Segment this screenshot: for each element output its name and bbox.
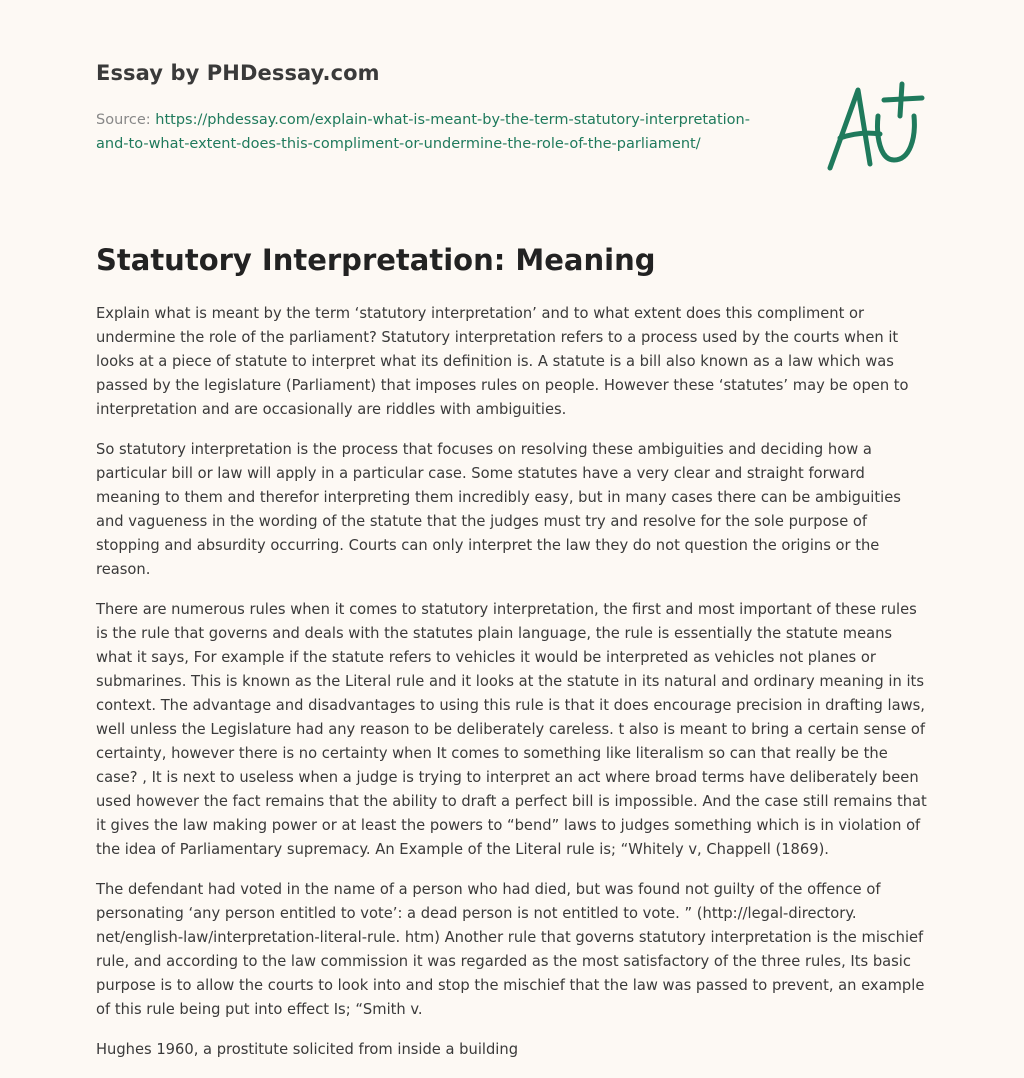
essay-paragraph: So statutory interpretation is the process that focuses on resolving these ambiguities and deciding how a particular bill or law will apply in a particular case. Some statutes have a very clear and straight forward meaning to them and therefor interpreting them incredibly easy, but in many cases there can be ambiguities and vagueness in the wording of the statute that the judges must try and resolve for the sole purpose of stopping and absurdity occurring. Courts can only interpret the law they do not question the origins or the reason. (96, 441, 901, 578)
source-line (96, 108, 776, 156)
essay-body (96, 302, 932, 1078)
site-title: Essay by PHDessay.com (96, 61, 380, 85)
source-link[interactable]: https://phdessay.com/explain-what-is-meant-by-the-term-statutory-interpretation-and-to-what-extent-does-this-compliment-or-undermine-the-role-of-the-parliament/ (96, 112, 750, 152)
essay-paragraph: Hughes 1960, a prostitute solicited from inside a building (96, 1041, 519, 1058)
essay-paragraph: Explain what is meant by the term ‘statutory interpretation’ and to what extent does this compliment or undermine the role of the parliament? Statutory interpretation refers to a process used by the courts when it looks at a piece of statute to interpret what its definition is. A statute is a bill also known as a law which was passed by the legislature (Parliament) that imposes rules on people. However these ‘statutes’ may be open to interpretation and are occasionally are riddles with ambiguities. (96, 305, 909, 418)
essay-title: Statutory Interpretation: Meaning (96, 243, 656, 277)
essay-paragraph: There are numerous rules when it comes to statutory interpretation, the first and most important of these rules is the rule that governs and deals with the statutes plain language, the rule is essentially the statute means what it says, For example if the statute refers to vehicles it would be interpreted as vehicles not planes or submarines. This is known as the Literal rule and it looks at the statute in its natural and ordinary meaning in its context. The advantage and disadvantages to using this rule is that it does encourage precision in drafting laws, well unless the Legislature had any reason to be deliberately careless. t also is meant to bring a certain sense of certainty, however there is no certainty when It comes to something like literalism so can that really be the case? , It is next to useless when a judge is trying to interpret an act where broad terms have deliberately been used however the fact remains that the ability to draft a perfect bill is impossible. And the case still remains that it gives the law making power or at least the powers to “bend” laws to judges something which is in violation of the idea of Parliamentary supremacy. An Example of the Literal rule is; “Whitely v, Chappell (1869). (96, 601, 927, 858)
essay-paragraph: The defendant had voted in the name of a person who had died, but was found not guilty of the offence of personating ‘any person entitled to vote’: a dead person is not entitled to vote. ” (http://legal-directory. net/english-law/interpretation-literal-rule. htm) Another rule that governs statutory interpretation is the mischief rule, and according to the law commission it was regarded as the most satisfactory of the three rules, Its basic purpose is to allow the courts to look into and stop the mischief that the law was passed to prevent, an example of this rule being put into effect Is; “Smith v. (96, 881, 925, 1018)
source-label: Source: (96, 112, 151, 128)
a-plus-logo-icon (818, 76, 930, 176)
